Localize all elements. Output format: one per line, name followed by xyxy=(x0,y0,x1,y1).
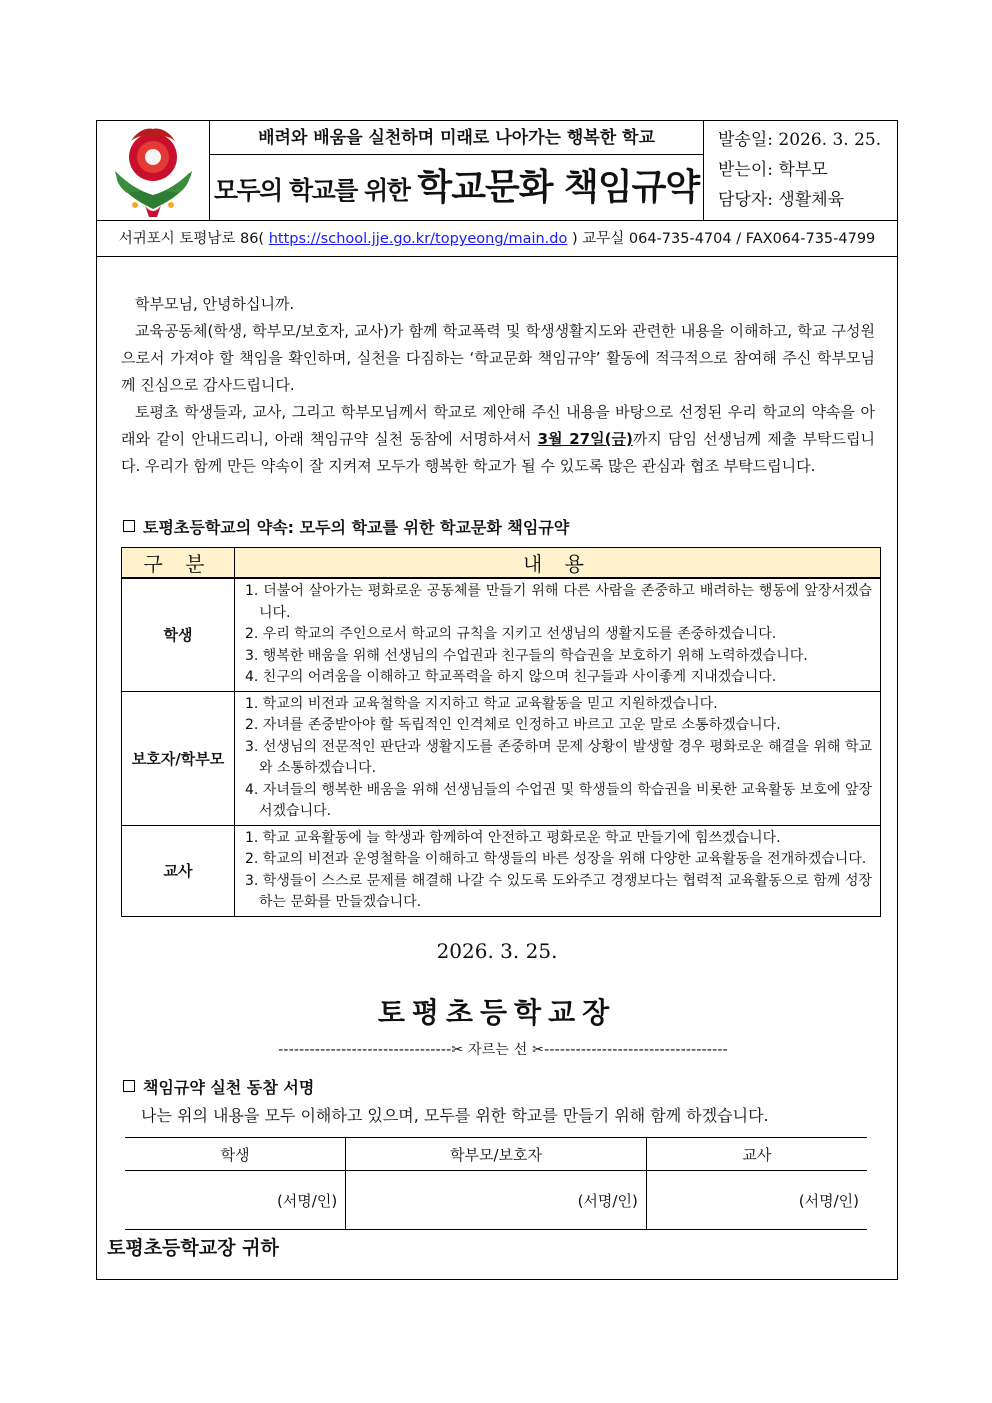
greeting: 학부모님, 안녕하십니까. xyxy=(135,295,295,313)
col-category-header: 구 분 xyxy=(122,548,235,579)
school-website-link[interactable]: https://school.jje.go.kr/topyeong/main.do xyxy=(268,231,568,247)
list-item: 3. 선생님의 전문적인 판단과 생활지도를 존중하며 문제 상황이 발생할 경우 평화로운 해결을 위해 학교와 소통하겠습니다. xyxy=(245,738,872,776)
row-category-parent: 보호자/학부모 xyxy=(122,691,235,825)
signature-row xyxy=(125,1171,867,1230)
row-category-teacher: 교사 xyxy=(122,825,235,916)
row-items-parent xyxy=(235,691,881,825)
document-frame xyxy=(96,120,898,1280)
table-row xyxy=(122,691,881,825)
table-row xyxy=(122,578,881,691)
sign-field-teacher[interactable]: (서명/인) xyxy=(646,1171,867,1230)
principal-title: 토평초등학교장 xyxy=(377,996,617,1029)
list-item: 4. 자녀들의 행복한 배움을 위해 선생님들의 수업권 및 학생들의 학습권을 비롯한 교육활동 보호에 앞장서겠습니다. xyxy=(245,781,872,819)
closing-addressee: 토평초등학교장 귀하 xyxy=(107,1237,279,1259)
promise-section-title xyxy=(123,515,569,538)
para2-before: 토평초 학생들과, 교사, 그리고 학부모님께서 학교로 제안해 주신 내용을 바탕으로 선정된 우리 학교의 약속을 아래와 같이 안내드리니, 아래 책임규약 실천 동참에 서명하셔서 xyxy=(121,403,875,448)
deadline-date: 3월 27일(금) xyxy=(537,430,633,448)
issue-date: 2026. 3. 25. xyxy=(436,939,558,963)
document-title xyxy=(210,155,704,221)
sign-field-student[interactable]: (서명/인) xyxy=(125,1171,346,1230)
cut-line: ---------------------------------✂ 자르는 선 ✂----------------------------------- xyxy=(278,1042,728,1058)
table-row xyxy=(122,825,881,916)
signature-table-header xyxy=(125,1138,867,1171)
signature-section-title-text: 책임규약 실천 동참 서명 xyxy=(143,1078,315,1097)
school-motto: 배려와 배움을 실천하며 미래로 나아가는 행복한 학교 xyxy=(210,121,704,155)
promise-section-title-text: 토평초등학교의 약속: 모두의 학교를 위한 학교문화 책임규약 xyxy=(143,518,570,537)
list-item: 2. 학교의 비전과 운영철학을 이해하고 학생들의 바른 성장을 위해 다양한 교육활동을 전개하겠습니다. xyxy=(245,851,867,867)
checkbox-bullet-icon xyxy=(123,1080,135,1092)
sign-field-parent[interactable]: (서명/인) xyxy=(346,1171,647,1230)
list-item: 1. 학교의 비전과 교육철학을 지지하고 학교 교육활동을 믿고 지원하겠습니다. xyxy=(245,695,718,712)
row-items-teacher xyxy=(235,825,881,916)
list-item: 3. 행복한 배움을 위해 선생님의 수업권과 친구들의 학습권을 보호하기 위해 노력하겠습니다. xyxy=(245,647,808,664)
manager: 담당자: 생활체육 xyxy=(718,190,845,210)
document-title-part1: 모두의 학교를 위한 xyxy=(213,176,410,205)
promise-table xyxy=(121,547,881,917)
list-item: 1. 더불어 살아가는 평화로운 공동체를 만들기 위해 다른 사람을 존중하고 배려하는 행동에 앞장서겠습니다. xyxy=(245,583,872,621)
col-content-header: 내 용 xyxy=(235,548,881,579)
list-item: 1. 학교 교육활동에 늘 학생과 함께하여 안전하고 평화로운 학교 만들기에 힘쓰겠습니다. xyxy=(245,829,781,846)
sign-col-parent: 학부모/보호자 xyxy=(346,1138,647,1171)
signature-section-title xyxy=(123,1075,314,1098)
list-item: 2. 자녀를 존중받아야 할 독립적인 인격체로 인정하고 바르고 고운 말로 소통하겠습니다. xyxy=(245,717,781,733)
pledge-text: 나는 위의 내용을 모두 이해하고 있으며, 모두를 위한 학교를 만들기 위해 함께 하겠습니다. xyxy=(141,1106,769,1125)
letter-header xyxy=(97,121,897,221)
send-date: 발송일: 2026. 3. 25. xyxy=(718,130,882,150)
address-suffix: ) 교무실 064-735-4704 / FAX064-735-4799 xyxy=(571,231,876,247)
signature-table xyxy=(125,1137,867,1230)
list-item: 2. 우리 학교의 주인으로서 학교의 규칙을 지키고 선생님의 생활지도를 존중하겠습니다. xyxy=(245,626,777,642)
checkbox-bullet-icon xyxy=(123,520,135,532)
school-logo xyxy=(97,121,210,221)
body-paragraph-2 xyxy=(121,399,875,480)
list-item: 4. 친구의 어려움을 이해하고 학교폭력을 하지 않으며 친구들과 사이좋게 지내겠습니다. xyxy=(245,669,777,685)
sign-col-teacher: 교사 xyxy=(646,1138,867,1171)
body-paragraph-1: 교육공동체(학생, 학부모/보호자, 교사)가 함께 학교폭력 및 학생생활지도와 관련한 내용을 이해하고, 학교 구성원으로서 가져야 할 책임을 확인하며, 실천을 다짐하는 ‘학교문화 책임규약’ 활동에 적극적으로 참여해 주신 학부모님께 진심으로 감사드립니다. xyxy=(121,322,875,394)
address-prefix: 서귀포시 토평남로 86( xyxy=(118,231,265,247)
letter-meta xyxy=(704,125,899,215)
row-items-student xyxy=(235,578,881,691)
list-item: 3. 학생들이 스스로 문제를 해결해 나갈 수 있도록 도와주고 경쟁보다는 협력적 교육활동으로 함께 성장하는 문화를 만들겠습니다. xyxy=(245,872,872,910)
sign-col-student: 학생 xyxy=(125,1138,346,1171)
document-title-part2: 학교문화 책임규약 xyxy=(417,167,700,208)
recipient: 받는이: 학부모 xyxy=(718,160,828,180)
school-logo-emblem xyxy=(97,121,210,221)
row-category-student: 학생 xyxy=(122,578,235,691)
promise-table-header xyxy=(122,548,881,579)
para2-after: 까지 담임 선생님께 제출 부탁드립니다. 우리가 함께 만든 약속이 잘 지켜져 모두가 행복한 학교가 될 수 있도록 많은 관심과 협조 부탁드립니다. xyxy=(121,430,875,475)
school-address xyxy=(97,221,897,257)
